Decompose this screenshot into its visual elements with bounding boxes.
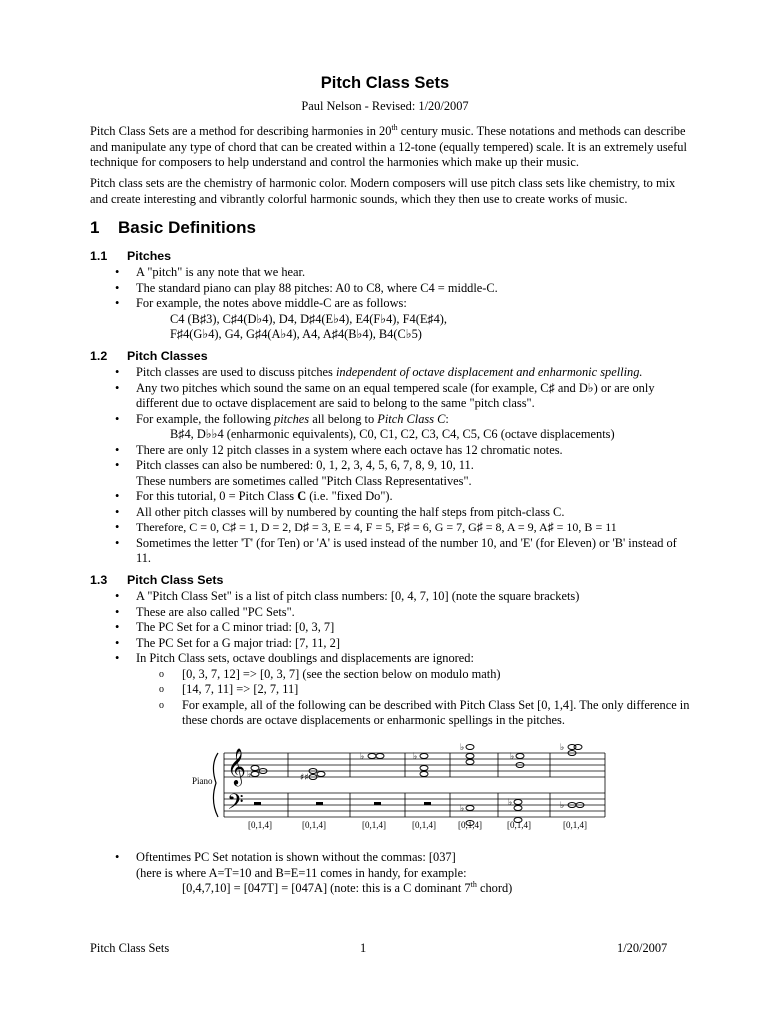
- pitch-classes-list: [90, 365, 690, 567]
- svg-text:♭: ♭: [560, 801, 565, 811]
- pitch-class-sets-list: [90, 589, 690, 729]
- chord-label: [0,1,4]: [362, 820, 386, 830]
- intro-paragraph: Pitch Class Sets are a method for describing harmonies in 20th century music. These notations and methods can describe and manipulate any type of chord that can be created within a 12-tone (equally tempered) scale. It is an extremely useful technique for composers to help understand and control the harmonies which make up their music.: [90, 122, 687, 169]
- list-item: • All other pitch classes will by numbered by counting the half steps from pitch-class C.: [115, 504, 565, 519]
- list-item: • These are also called "PC Sets".: [115, 604, 295, 619]
- list-item: • Pitch classes can also be numbered: 0, 1, 2, 3, 4, 5, 6, 7, 8, 9, 10, 11. These numbers are sometimes called "Pitch Class Representatives".: [115, 458, 474, 488]
- svg-text:♭: ♭: [413, 752, 418, 762]
- page-title: Pitch Class Sets: [320, 74, 450, 92]
- list-item: • The standard piano can play 88 pitches: A0 to C8, where C4 = middle-C.: [115, 280, 498, 295]
- svg-text:♯♯: ♯♯: [300, 773, 309, 783]
- subsection-heading-pitch-classes: 1.2 Pitch Classes: [90, 349, 208, 363]
- list-item: • Sometimes the letter 'T' (for Ten) or 'A' is used instead of the number 10, and 'E' (for Eleven) or 'B' instead of 11.: [115, 535, 677, 565]
- chord-label: [0,1,4]: [507, 820, 531, 830]
- intro-paragraph-2: Pitch class sets are the chemistry of harmonic color. Modern composers will use pitch class sets like chemistry, to mix and create interesting and vibrantly colorful harmonic sounds, which they then use to create works of music.: [90, 176, 676, 206]
- chord-label: [0,1,4]: [248, 820, 272, 830]
- svg-text:♭: ♭: [560, 743, 565, 753]
- svg-text:𝄞: 𝄞: [227, 747, 246, 785]
- chord-label: [0,1,4]: [458, 820, 482, 830]
- list-item: • For example, the notes above middle-C are as follows: C4 (B♯3), C♯4(D♭4), D4, D♯4(E♭4), E4(F♭4), F4(E♯4), F♯4(G♭4), G4, G♯4(A♭4), A4, A♯4(B♭4), B4(C♭5): [115, 296, 448, 341]
- list-item: • In Pitch Class sets, octave doublings and displacements are ignored: o [0, 3, 7, 12] => [0, 3, 7] (see the section below on modulo math) o [14, 7, 11] => [2, 7, 11] o For example, all of the following can be described with Pitch Class Set [0, 1,4]. The only difference in these chords are octave displacements or enharmonic spellings in the pitches.: [115, 651, 690, 727]
- sub-list-item: o [14, 7, 11] => [2, 7, 11]: [159, 682, 299, 696]
- list-item: • For this tutorial, 0 = Pitch Class C (i.e. "fixed Do").: [115, 489, 393, 503]
- list-item: • A "Pitch Class Set" is a list of pitch class numbers: [0, 4, 7, 10] (note the square brackets): [115, 589, 580, 603]
- list-item: • A "pitch" is any note that we hear.: [115, 265, 306, 279]
- pitches-list: [90, 265, 690, 343]
- list-item: • The PC Set for a C minor triad: [0, 3, 7]: [115, 620, 335, 634]
- svg-text:♭: ♭: [460, 804, 465, 814]
- subsection-heading-pitch-class-sets: 1.3 Pitch Class Sets: [90, 573, 224, 587]
- svg-text:♭: ♭: [460, 743, 465, 753]
- svg-text:𝄢: 𝄢: [227, 790, 244, 820]
- footer-left: Pitch Class Sets: [90, 941, 170, 955]
- sub-list-item: o For example, all of the following can be described with Pitch Class Set [0, 1,4]. The only difference in these chords are octave displacements or enharmonic spellings in the pitches.: [159, 697, 690, 727]
- page-subtitle: Paul Nelson - Revised: 1/20/2007: [301, 99, 469, 113]
- sub-list: [136, 667, 690, 729]
- list-item: • Any two pitches which sound the same on an equal tempered scale (for example, C♯ and D♭) or are only different due to octave displacement are said to belong to the same "pitch class".: [115, 380, 655, 410]
- chord-label: [0,1,4]: [563, 820, 587, 830]
- page-number: 1: [360, 941, 367, 955]
- footer-date: 1/20/2007: [617, 941, 668, 955]
- list-item: • There are only 12 pitch classes in a system where each octave has 12 chromatic notes.: [115, 442, 563, 457]
- list-item: • For example, the following pitches all belong to Pitch Class C: B♯4, D♭♭4 (enharmonic equivalents), C0, C1, C2, C3, C4, C5, C6 (octave displacements): [115, 411, 615, 441]
- sub-list-item: o [0, 3, 7, 12] => [0, 3, 7] (see the section below on modulo math): [159, 666, 501, 681]
- list-item: • The PC Set for a G major triad: [7, 11, 2]: [115, 635, 340, 650]
- svg-text:♭: ♭: [360, 752, 365, 762]
- svg-text:♭: ♭: [247, 770, 252, 780]
- svg-text:♭: ♭: [510, 752, 515, 762]
- list-item: • Therefore, C = 0, C♯ = 1, D = 2, D♯ = 3, E = 4, F = 5, F♯ = 6, G = 7, G♯ = 8, A = 9, A♯ = 10, B = 11: [115, 520, 617, 534]
- list-item: • Pitch classes are used to discuss pitches independent of octave displacement and enharmonic spelling.: [115, 365, 643, 379]
- notation-list: [90, 850, 690, 897]
- section-heading: 1 Basic Definitions: [90, 218, 256, 237]
- chord-label: [0,1,4]: [412, 820, 436, 830]
- list-item: • Oftentimes PC Set notation is shown without the commas: [037] (here is where A=T=10 and B=E=11 comes in handy, for example: [0,4,7,10] = [047T] = [047A] (note: this is a C dominant 7th chord): [115, 850, 513, 895]
- chord-label: [0,1,4]: [302, 820, 326, 830]
- svg-text:♭: ♭: [508, 798, 513, 808]
- subsection-heading-pitches: 1.1 Pitches: [90, 249, 172, 263]
- instrument-label: Piano: [192, 776, 213, 786]
